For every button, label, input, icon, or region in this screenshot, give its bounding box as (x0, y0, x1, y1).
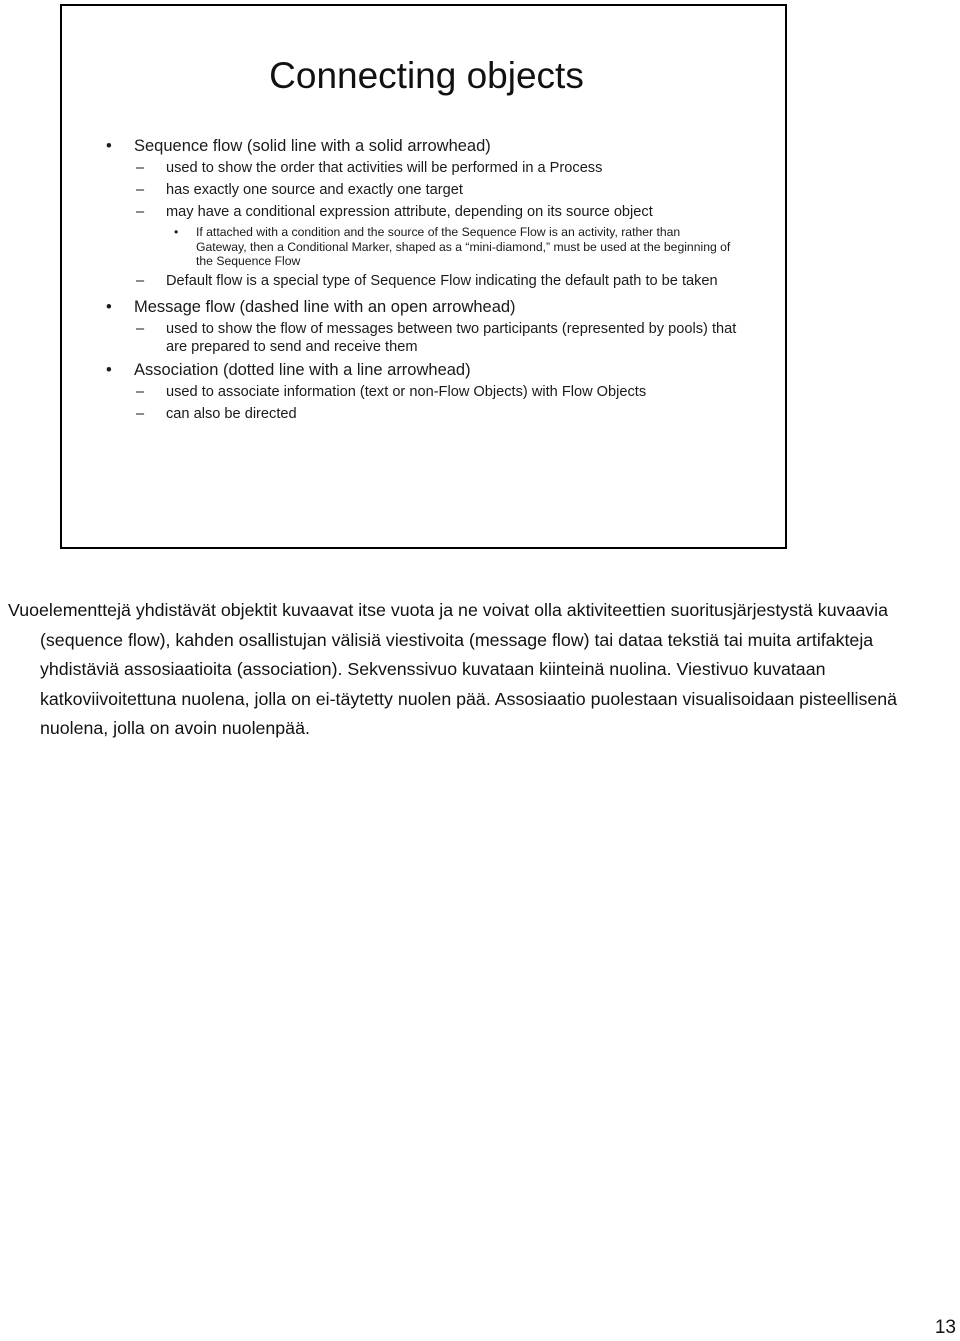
caption-paragraph: Vuoelementtejä yhdistävät objektit kuvaavat itse vuota ja ne voivat olla aktiviteettien suoritusjärjestystä kuvaavia (sequence flow), kahden osallistujan välisiä viestivoita (message flow) tai dataa tekstiä tai muita artifakteja yhdistäviä assosiaatioita (association). Sekvenssivuo kuvataan kiinteinä nuolina. Viestivuo kuvataan katkoviivoitettuna nuolena, jolla on ei-täytetty nuolen pää. Assosiaatio puolestaan visualisoidaan pisteellisenä nuolena, jolla on avoin nuolenpää. (8, 600, 898, 739)
bullet-dot-icon: • (106, 297, 112, 316)
sub-bullet (104, 181, 754, 199)
sub-bullet (104, 383, 754, 401)
slide-frame (60, 4, 787, 549)
dash-icon: – (136, 320, 145, 337)
bullet-text: Association (dotted line with a line arrowhead) (134, 360, 471, 379)
sub-bullet-text: Default flow is a special type of Sequence Flow indicating the default path to be taken (166, 272, 718, 289)
bullet-dot-icon: • (106, 360, 112, 379)
sub-bullet-text: can also be directed (166, 405, 297, 422)
bullet-dot-icon: • (106, 137, 112, 155)
bullet-message-flow (104, 297, 754, 318)
page-number: 13 (934, 1317, 956, 1338)
bullet-sequence-flow (104, 136, 754, 157)
bullet-association (104, 360, 754, 381)
dash-icon: – (136, 204, 145, 220)
slide-title: Connecting objects (269, 55, 584, 96)
sub-bullet (104, 320, 754, 356)
sub-bullet-text: may have a conditional expression attribute, depending on its source object (166, 204, 653, 220)
sub-sub-bullet (104, 225, 754, 269)
dash-icon: – (136, 272, 145, 289)
dash-icon: – (136, 182, 145, 198)
sub-bullet-text: used to show the order that activities will be performed in a Process (166, 160, 603, 176)
sub-sub-bullet-text: If attached with a condition and the source of the Sequence Flow is an activity, rather than Gateway, then a Conditional Marker, shaped as a “mini-diamond,” must be used at the beginning of the Sequence Flow (196, 225, 731, 268)
bullet-text: Message flow (dashed line with an open arrowhead) (134, 297, 516, 316)
dash-icon: – (136, 383, 145, 400)
sub-bullet (104, 203, 754, 221)
sub-bullet-text: used to associate information (text or non-Flow Objects) with Flow Objects (166, 383, 647, 400)
sub-bullet-text: has exactly one source and exactly one target (166, 182, 463, 198)
sub-bullet (104, 405, 754, 423)
bullet-dot-icon: • (174, 225, 179, 239)
sub-bullet (104, 272, 754, 290)
dash-icon: – (136, 405, 145, 422)
sub-bullet (104, 159, 754, 177)
sub-bullet-text: used to show the flow of messages between two participants (represented by pools) that are prepared to send and receive them (166, 320, 737, 355)
dash-icon: – (136, 160, 145, 176)
slide-body (104, 136, 754, 427)
bullet-text: Sequence flow (solid line with a solid arrowhead) (134, 137, 491, 155)
